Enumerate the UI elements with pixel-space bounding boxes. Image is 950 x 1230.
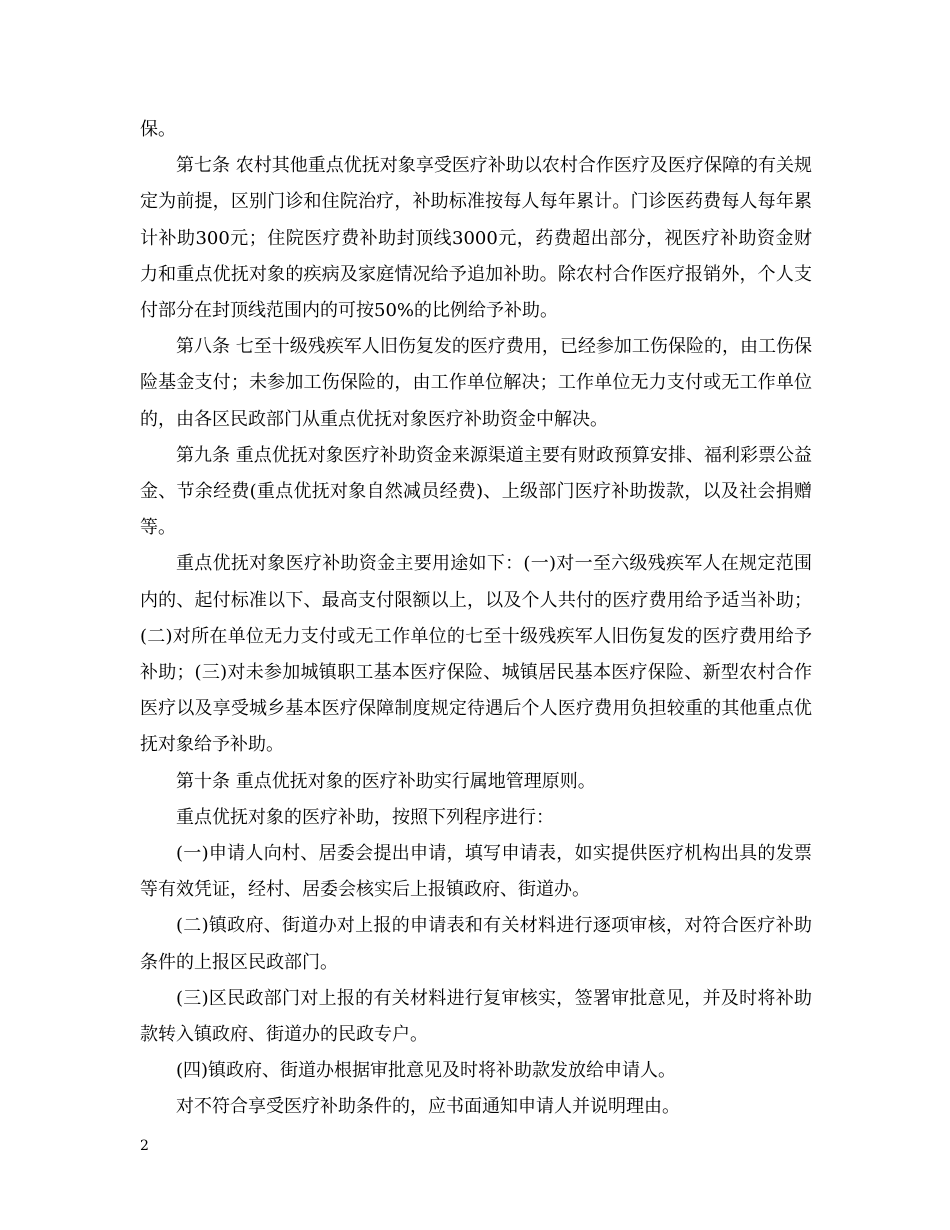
paragraph-article-10: 第十条 重点优抚对象的医疗补助实行属地管理原则。 xyxy=(176,770,596,792)
paragraph-rejection: 对不符合享受医疗补助条件的，应书面通知申请人并说明理由。 xyxy=(176,1096,680,1118)
paragraph-step-3: (三)区民政部门对上报的有关材料进行复审核实，签署审批意见，并及时将补助款转入镇政府、街道办的民政专户。 xyxy=(140,987,812,1046)
document-body xyxy=(140,112,812,1126)
paragraph-fund-usage: 重点优抚对象医疗补助资金主要用途如下：(一)对一至六级残疾军人在规定范围内的、起付标准以下、最高支付限额以上，以及个人共付的医疗费用给予适当补助；(二)对所在单位无力支付或无工作单位的七至十级残疾军人旧伤复发的医疗费用给予补助；(三)对未参加城镇职工基本医疗保险、城镇居民基本医疗保险、新型农村合作医疗以及享受城乡基本医疗保障制度规定待遇后个人医疗费用负担较重的其他重点优抚对象给予补助。 xyxy=(140,553,812,756)
paragraph-procedure-intro: 重点优抚对象的医疗补助，按照下列程序进行： xyxy=(176,806,554,828)
paragraph-step-1: (一)申请人向村、居委会提出申请，填写申请表，如实提供医疗机构出具的发票等有效凭证，经村、居委会核实后上报镇政府、街道办。 xyxy=(140,843,812,901)
paragraph-step-4: (四)镇政府、街道办根据审批意见及时将补助款发放给申请人。 xyxy=(176,1060,677,1082)
paragraph-article-7: 第七条 农村其他重点优抚对象享受医疗补助以农村合作医疗及医疗保障的有关规定为前提，区别门诊和住院治疗，补助标准按每人每年累计。门诊医药费每人每年累计补助300元；住院医疗费补助封顶线3000元，药费超出部分，视医疗补助资金财力和重点优抚对象的疾病及家庭情况给予追加补助。除农村合作医疗报销外，个人支付部分在封顶线范围内的可按50%的比例给予补助。 xyxy=(140,155,812,322)
paragraph-article-8: 第八条 七至十级残疾军人旧伤复发的医疗费用，已经参加工伤保险的，由工伤保险基金支付；未参加工伤保险的，由工作单位解决；工作单位无力支付或无工作单位的，由各区民政部门从重点优抚对象医疗补助资金中解决。 xyxy=(140,336,812,430)
paragraph-article-9: 第九条 重点优抚对象医疗补助资金来源渠道主要有财政预算安排、福利彩票公益金、节余经费(重点优抚对象自然减员经费)、上级部门医疗补助拨款，以及社会捐赠等。 xyxy=(140,444,812,539)
paragraph-step-2: (二)镇政府、街道办对上报的申请表和有关材料进行逐项审核，对符合医疗补助条件的上报区民政部门。 xyxy=(140,915,812,973)
page-number: 2 xyxy=(140,1138,149,1154)
paragraph-continuation: 保。 xyxy=(140,119,176,140)
